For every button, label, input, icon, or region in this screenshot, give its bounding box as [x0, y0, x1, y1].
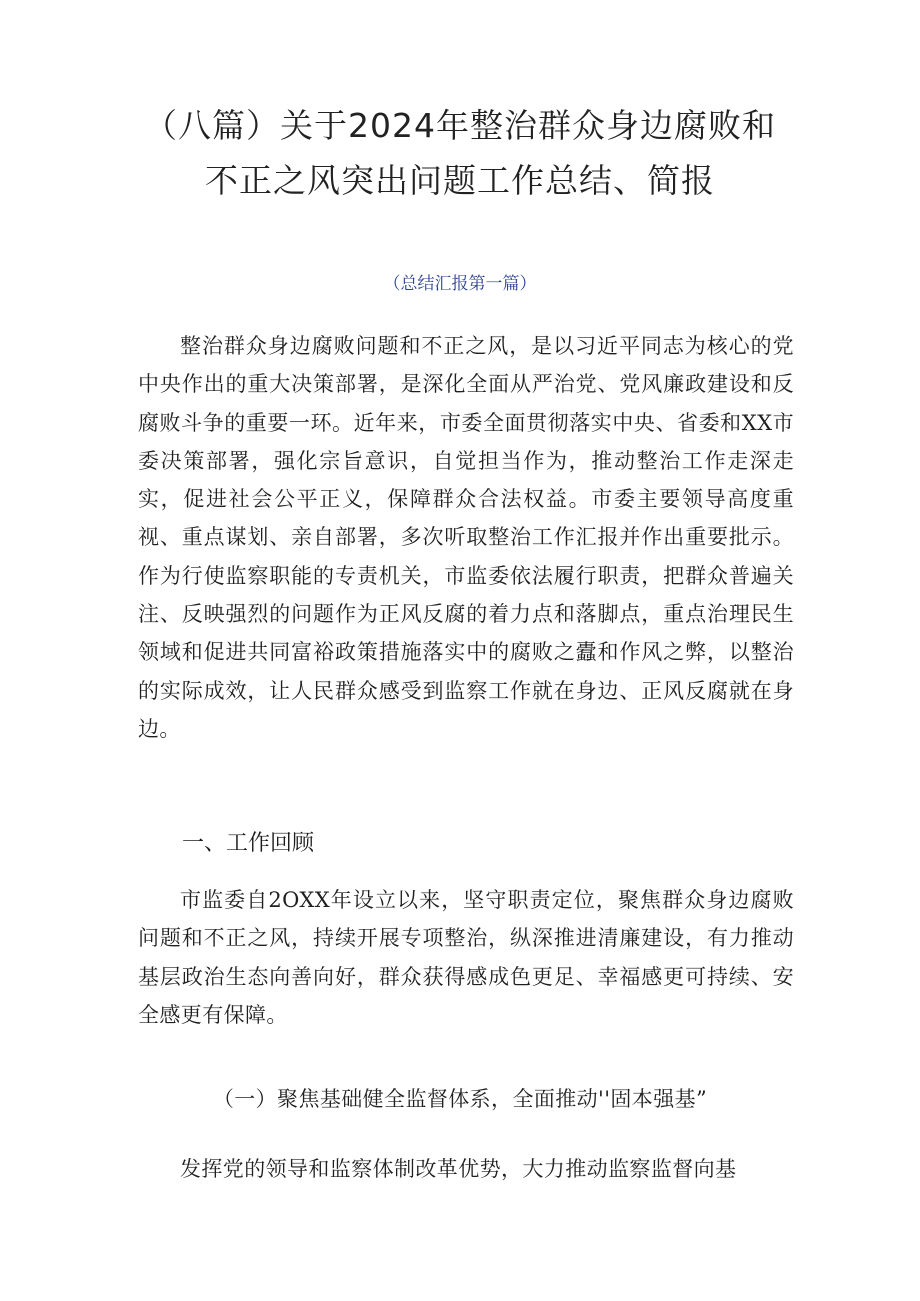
title-line-2: 不正之风突出问题工作总结、简报: [205, 161, 715, 200]
title-line-1: （八篇）关于2024年整治群众身边腐败和: [144, 106, 776, 145]
body-paragraph-3: 发挥党的领导和监察体制改革优势，大力推动监察监督向基: [180, 1157, 737, 1181]
body-paragraph-1: 整治群众身边腐败问题和不正之风，是以习近平同志为核心的党中央作出的重大决策部署，是深化全面从严治党、党风廉政建设和反腐败斗争的重要一环。近年来，市委全面贯彻落实中央、省委和XX市委决策部署，强化宗旨意识，自觉担当作为，推动整治工作走深走实，促进社会公平正义，保障群众合法权益。市委主要领导高度重视、重点谋划、亲自部署，多次听取整治工作汇报并作出重要批示。作为行使监察职能的专责机关，市监委依法履行职责，把群众普遍关注、反映强烈的问题作为正风反腐的着力点和落脚点，重点治理民生领域和促进共同富裕政策措施落实中的腐败之蠹和作风之弊，以整治的实际成效，让人民群众感受到监察工作就在身边、正风反腐就在身边。: [138, 334, 794, 741]
document-subtitle: （总结汇报第一篇）: [383, 274, 537, 294]
body-paragraph-2: 市监委自2OXX年设立以来，坚守职责定位，聚焦群众身边腐败问题和不正之风，持续开展专项整治，纵深推进清廉建设，有力推动基层政治生态向善向好，群众获得感成色更足、幸福感更可持续、安全感更有保障。: [138, 888, 794, 1027]
subsection-heading-1: （一）聚焦基础健全监督体系，全面推动''固本强基”: [212, 1087, 708, 1111]
section-heading-work-review: 一、工作回顾: [182, 831, 315, 856]
document-title: [0, 98, 920, 208]
